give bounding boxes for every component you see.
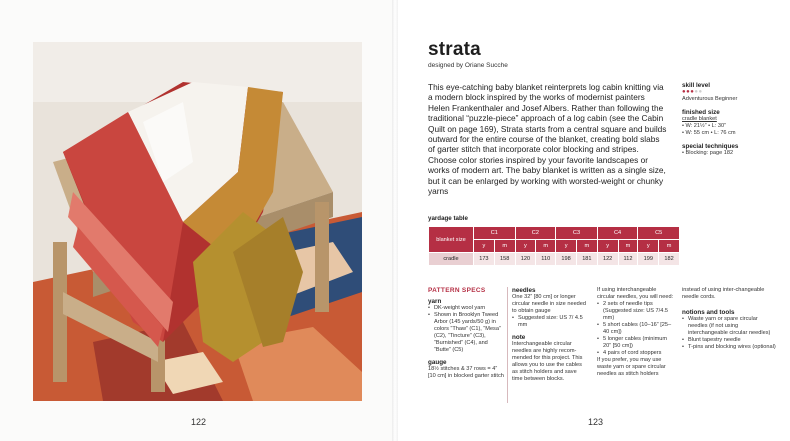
- special-technique-item: • Blocking: page 182: [682, 150, 734, 156]
- unit-header: m: [536, 240, 556, 253]
- yardage-cell: 112: [618, 253, 638, 266]
- book-gutter: [392, 0, 398, 441]
- finished-size-heading: finished size: [682, 109, 720, 116]
- notions-list: [682, 316, 777, 351]
- special-techniques-heading: special techniques: [682, 143, 739, 150]
- note-heading: note: [512, 334, 526, 341]
- notions-item: • Waste yarn or spare circular needles (if not using interchangeable circular needles): [682, 316, 777, 337]
- column-divider: [507, 287, 508, 403]
- color-header: C4: [597, 227, 638, 240]
- interchangeable-item: • 4 pairs of cord stoppers: [597, 350, 675, 357]
- yardage-header-row: [429, 227, 680, 240]
- interchangeable-item: • 2 sets of needle tips (Suggested size: US 7/4.5 mm): [597, 301, 675, 322]
- designer-credit: designed by Oriane Sucche: [428, 62, 508, 69]
- notions-item: • Blunt tapestry needle: [682, 337, 777, 344]
- color-header: C2: [515, 227, 556, 240]
- blanket-photo: [33, 42, 362, 401]
- color-header: C5: [638, 227, 680, 240]
- yardage-cell: 181: [576, 253, 597, 266]
- yarn-list: [428, 305, 504, 354]
- skill-level-dots: [682, 89, 777, 96]
- blanket-photo-illustration: [33, 42, 362, 401]
- finished-size-label: cradle blanket: [682, 116, 717, 122]
- notions-heading: notions and tools: [682, 309, 735, 316]
- skill-dots-empty: ●●: [694, 89, 703, 95]
- color-header: C3: [556, 227, 598, 240]
- yardage-table-label: yardage table: [428, 215, 468, 222]
- pattern-title: strata: [428, 39, 481, 60]
- finished-size-metric: • W: 55 cm • L: 76 cm: [682, 130, 736, 136]
- cords-continuation: instead of using inter-changeable needle cords.: [682, 287, 765, 300]
- color-header: C1: [474, 227, 516, 240]
- intro-paragraph: This eye-catching baby blanket reinterprets log cabin knitting via a modern block inspired by the works of modernist painters Helen Frankenthaler and Josef Albers. Rather than following the traditional “puzzle-piece” approach of a log cabin (see the Cabin Quilt on page 169), Strata starts from a central square and builds outward for the entire course of the blanket, creating bold slabs of garter stitch that incorporate color blocking and stripes. Choose color stories inspired by your favorite landscapes or works of modern art. The baby blanket is written as a single size, but it can be enlarged by working with worsted-weight or chunky yarns: [428, 82, 667, 197]
- yardage-cell: 173: [474, 253, 495, 266]
- unit-header: m: [618, 240, 638, 253]
- size-cell: cradle: [429, 253, 474, 266]
- skill-level-heading: skill level: [682, 82, 711, 89]
- finished-size-imperial: • W: 21½” • L: 30”: [682, 123, 726, 129]
- interchangeable-item: • 5 short cables (10–16” [25–40 cm]): [597, 322, 675, 336]
- interchangeable-list: [597, 301, 675, 357]
- needles-list: [512, 315, 588, 329]
- unit-header: y: [638, 240, 659, 253]
- specs-column-3: [597, 287, 675, 378]
- unit-header: y: [515, 240, 536, 253]
- yardage-cell: 158: [494, 253, 515, 266]
- yarn-item: • Shown in Brooklyn Tweed Arbor (145 yards/50 g) in colors “Thaw” (C1), “Mesa” (C2), “Tincture” (C3), “Burnished” (C4), and “Butte” (C5): [428, 312, 504, 354]
- needles-heading: needles: [512, 287, 536, 294]
- yardage-cell: 120: [515, 253, 536, 266]
- note-text: Interchangeable circular needles are highly recom-mended for this project. This allows you to use the cables as stitch holders and save time between blocks.: [512, 341, 583, 382]
- yardage-table: [428, 226, 680, 266]
- specs-column-1: [428, 287, 504, 380]
- unit-header: m: [494, 240, 515, 253]
- yardage-data-row: [429, 253, 680, 266]
- yardage-cell: 199: [638, 253, 659, 266]
- unit-header: m: [659, 240, 680, 253]
- needles-text: One 32” [80 cm] or longer circular needle in size needed to obtain gauge: [512, 294, 587, 314]
- gauge-text: 18½ stitches & 37 rows = 4” [10 cm] in blocked garter stitch: [428, 366, 504, 379]
- skill-level-value: Adventurous Beginner: [682, 96, 738, 102]
- blanket-size-header: blanket size: [429, 227, 474, 253]
- interchangeable-item: • 5 longer cables (minimum 20” [50 cm]): [597, 336, 675, 350]
- yardage-cell: 198: [556, 253, 577, 266]
- skill-dots-filled: ●●●: [682, 89, 695, 95]
- unit-header: y: [474, 240, 495, 253]
- unit-header: y: [556, 240, 577, 253]
- unit-header: y: [597, 240, 618, 253]
- pattern-sidebar: [682, 82, 777, 157]
- interchangeable-intro: If using interchangeable circular needles, you will need:: [597, 287, 674, 300]
- page-number-left: 122: [191, 417, 207, 427]
- unit-header: m: [576, 240, 597, 253]
- specs-column-4: [682, 287, 777, 351]
- yarn-heading: yarn: [428, 298, 442, 305]
- page-number-right: 123: [588, 417, 604, 427]
- yardage-cell: 122: [597, 253, 618, 266]
- pattern-specs-heading: PATTERN SPECS: [428, 287, 486, 294]
- yarn-item: • DK-weight wool yarn: [428, 305, 504, 312]
- yardage-cell: 182: [659, 253, 680, 266]
- notions-item: • T-pins and blocking wires (optional): [682, 344, 777, 351]
- needles-item: • Suggested size: US 7/ 4.5 mm: [512, 315, 588, 329]
- interchangeable-outro: If you prefer, you may use waste yarn or spare circular needles as stitch holders: [597, 357, 666, 377]
- yardage-cell: 110: [536, 253, 556, 266]
- specs-column-2: [512, 287, 588, 383]
- gauge-heading: gauge: [428, 359, 447, 366]
